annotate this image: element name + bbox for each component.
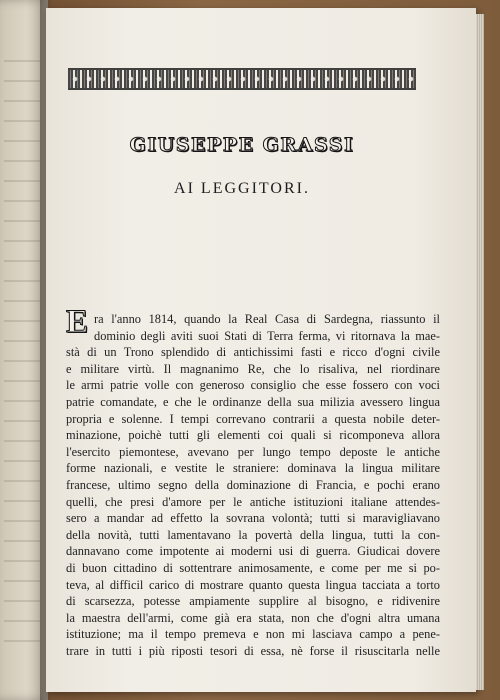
- text-line: trare in tutti i più riposti tesori di essa, nè forse il risuscitarla nelle: [66, 643, 440, 658]
- text-line: quelli, che presi d'amore per le antiche istituzioni italiane attendes-: [66, 494, 440, 509]
- header-ornament: [68, 68, 416, 90]
- text-line: dannavano come impotente ai moderni usi di guerra. Giudicai dovere: [66, 544, 440, 559]
- drop-cap: E: [66, 304, 89, 340]
- text-line: teva, al difficil carico di mostrare quanto questa lingua tacciata a torto: [66, 577, 440, 592]
- page-title: GIUSEPPE GRASSI: [129, 134, 355, 156]
- text-line: dominio degli aviti suoi Stati di Terra ferma, vi ritornava la mae-: [94, 328, 440, 343]
- text-line: di scarsezza, potesse ampiamente supplire al bisogno, e ridivenire: [66, 594, 440, 609]
- text-line: patrie comandate, e che le ordinanze della sua milizia avessero lingua: [66, 394, 440, 409]
- text-line: sero a mandar ad effetto la sovrana volontà; tutti si maravigliavano: [66, 511, 440, 526]
- body-text: [66, 304, 440, 659]
- text-line: di buon cittadino di sottentrare animosamente, e come per me si po-: [66, 560, 440, 575]
- text-line: e militare virtù. Il magnanimo Re, che lo risaliva, nel riordinare: [66, 361, 440, 376]
- text-line: istituzione; ma il tempo premeva e non mi lasciava campo a pene-: [66, 627, 440, 642]
- text-line: minazione, poichè tutti gli elementi coi quali si ricomponeva allora: [66, 428, 440, 443]
- ornament-pattern: [68, 74, 416, 84]
- text-line: ra l'anno 1814, quando la Real Casa di Sardegna, riassunto il: [94, 312, 440, 326]
- page-subtitle: AI LEGGITORI.: [174, 180, 310, 197]
- text-line: l'esercito piemontese, avevano per lungo tempo deposte le antiche: [66, 444, 440, 459]
- text-line: forme nazionali, e vestite le straniere: dominava la lingua militare: [66, 461, 440, 476]
- text-line: le armi patrie volle con generoso consiglio che esse fossero con voci: [66, 378, 440, 393]
- left-page-text-edge: [4, 60, 40, 660]
- text-line: propria e solenne. I tempi correvano contrarii a questa nobile deter-: [66, 411, 440, 426]
- text-line: francese, ultimo segno della dominazione di Francia, e pochi erano: [66, 477, 440, 492]
- book-page: [46, 8, 476, 692]
- text-line: della novità, tutti lamentavano la povertà della lingua, tutti la con-: [66, 527, 440, 542]
- text-line: la maestra dell'armi, come già era stata, non che d'ogni altra umana: [66, 610, 440, 625]
- page-edge: [476, 14, 484, 690]
- text-line: stà di un Trono splendido di antichissimi fasti e ricco d'ogni civile: [66, 345, 440, 360]
